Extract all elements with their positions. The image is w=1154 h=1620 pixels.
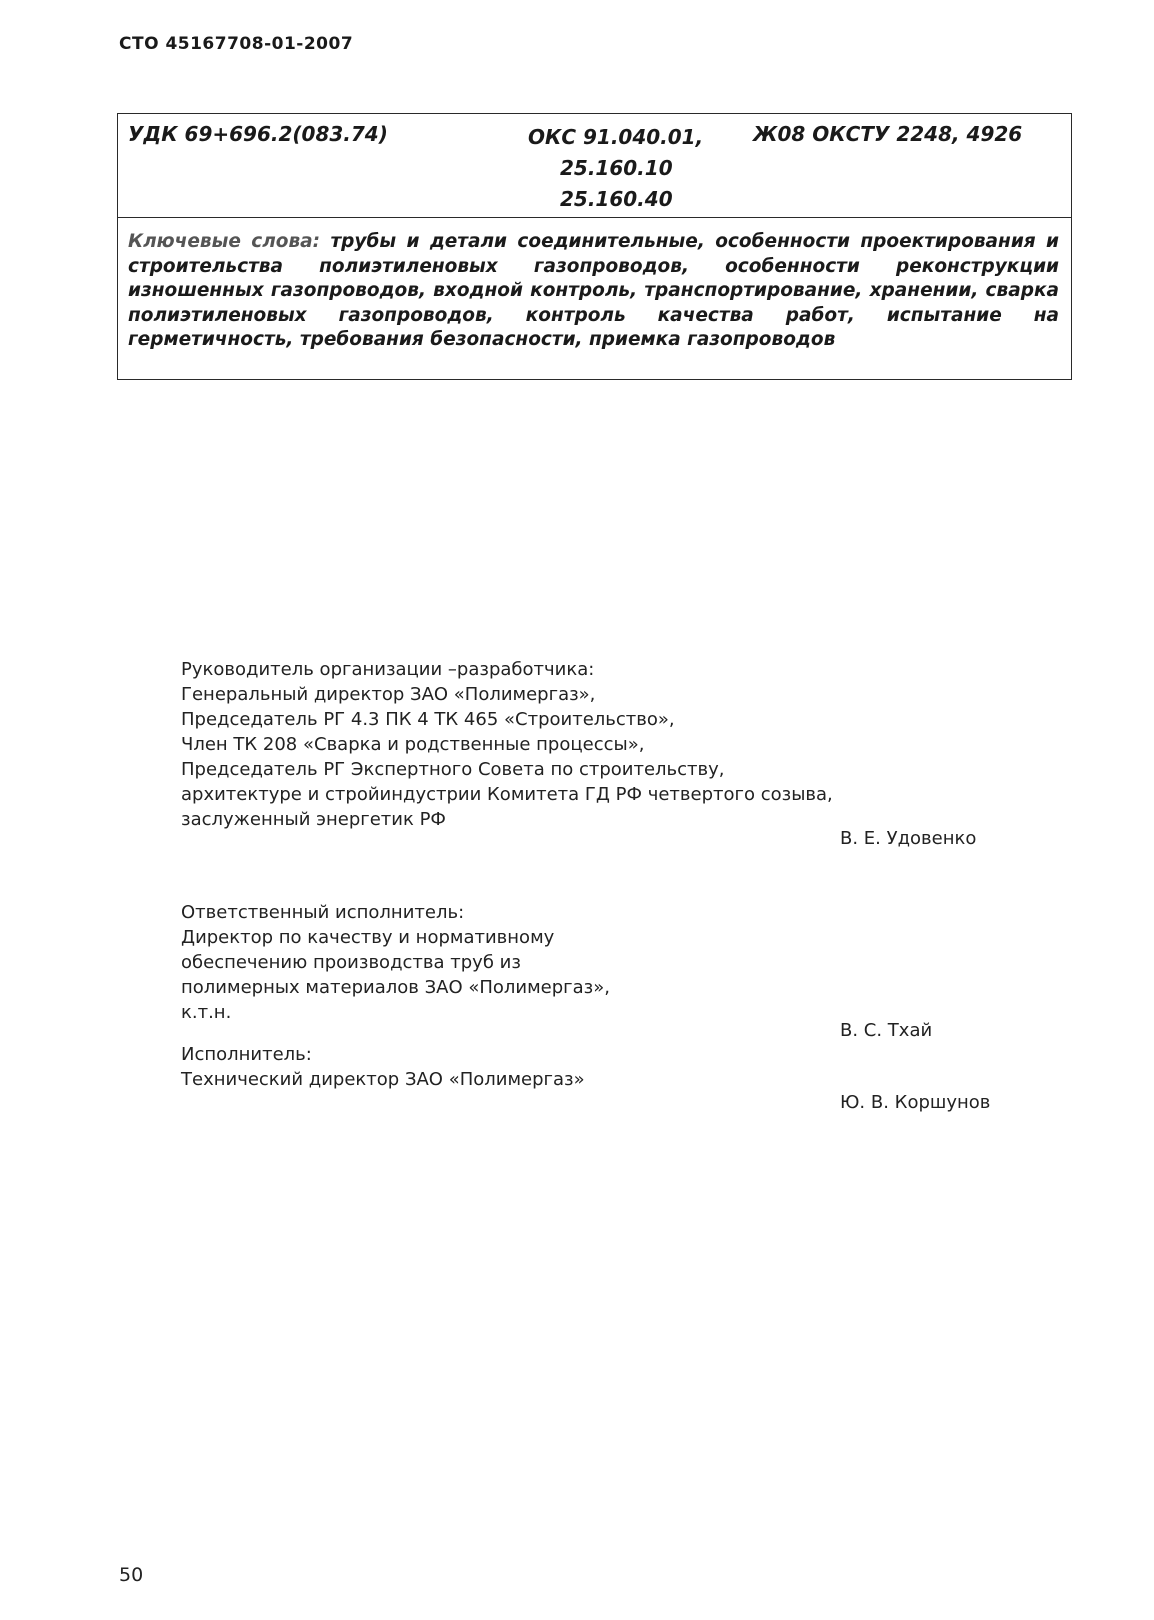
signer-name: В. С. Тхай (840, 1020, 933, 1041)
udk-code: УДК 69+696.2(083.74) (128, 122, 388, 146)
classification-row (118, 114, 1071, 218)
signature-line: Руководитель организации –разработчика: (181, 659, 595, 680)
signature-line: Технический директор ЗАО «Полимергаз» (181, 1069, 585, 1090)
developer-head-block (181, 657, 833, 832)
signature-line: заслуженный энергетик РФ (181, 809, 446, 830)
keywords-paragraph (118, 218, 1071, 353)
classification-box (117, 113, 1072, 380)
keywords-text: трубы и детали соединительные, особенности проектирования и строительства полиэтиленовых газопроводов, особенности реконструкции изношенных газопроводов, входной контроль, транспортирование, хранении, сварка полиэтиленовых газопроводов, контроль качества работ, испытание на герметичность, требования безопасности, приемка газопроводов (128, 231, 1059, 350)
signature-line: Член ТК 208 «Сварка и родственные процессы», (181, 734, 645, 755)
signature-line: к.т.н. (181, 1002, 232, 1023)
okstu-code: Ж08 ОКСТУ 2248, 4926 (753, 122, 1023, 146)
oks-code: ОКС 91.040.01, (528, 125, 704, 149)
signature-line: Директор по качеству и нормативному (181, 927, 555, 948)
signature-line: Председатель РГ Экспертного Совета по строительству, (181, 759, 725, 780)
oks-codes (528, 122, 703, 215)
signature-line: архитектуре и стройиндустрии Комитета ГД РФ четвертого созыва, (181, 784, 833, 805)
keywords-label: Ключевые слова: (128, 231, 321, 252)
signature-line: Исполнитель: (181, 1044, 312, 1065)
oks-code: 25.160.10 (560, 156, 673, 180)
signature-line: Ответственный исполнитель: (181, 902, 465, 923)
signature-line: Генеральный директор ЗАО «Полимергаз», (181, 684, 596, 705)
document-code: СТО 45167708-01-2007 (119, 34, 354, 54)
signer-name: В. Е. Удовенко (840, 828, 977, 849)
executor-block (181, 1042, 585, 1092)
oks-code: 25.160.40 (560, 187, 673, 211)
signature-line: обеспечению производства труб из (181, 952, 521, 973)
signer-name: Ю. В. Коршунов (840, 1092, 991, 1113)
page-number: 50 (119, 1564, 144, 1586)
signature-line: Председатель РГ 4.3 ПК 4 ТК 465 «Строительство», (181, 709, 675, 730)
responsible-executor-block (181, 900, 610, 1025)
signature-line: полимерных материалов ЗАО «Полимергаз», (181, 977, 610, 998)
